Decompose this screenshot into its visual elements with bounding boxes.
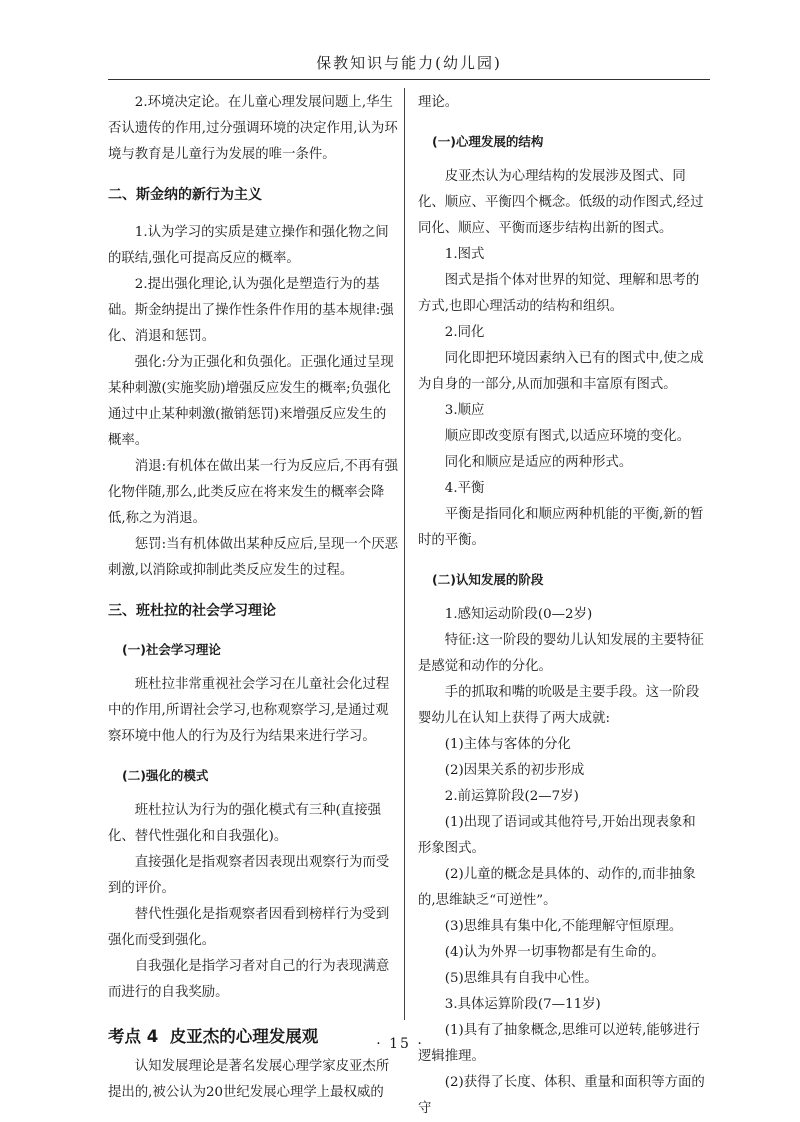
- section-heading: 三、班杜拉的社会学习理论: [108, 603, 276, 619]
- paragraph: 3.顺应: [444, 403, 485, 418]
- exam-point-title: 皮亚杰的心理发展观: [169, 1027, 319, 1046]
- paragraph: 1.认为学习的实质是建立操作和强化物之间的联结,强化可提高反应的概率。: [108, 225, 389, 266]
- paragraph: 替代性强化是指观察者因看到榜样行为受到强化而受到强化。: [108, 907, 390, 948]
- paragraph: 特征:这一阶段的婴幼儿认知发展的主要特征是感觉和动作的分化。: [418, 633, 704, 674]
- paragraph: 班杜拉认为行为的强化模式有三种(直接强化、替代性强化和自我强化)。: [108, 803, 382, 844]
- paragraph: 2.环境决定论。在儿童心理发展问题上,华生否认遗传的作用,过分强调环境的决定作用,认为环境与教育是儿童行为发展的唯一条件。: [108, 95, 398, 162]
- paragraph: 同化和顺应是适应的两种形式。: [444, 455, 633, 470]
- paragraph: (1)出现了语词或其他符号,开始出现表象和形象图式。: [418, 815, 696, 856]
- paragraph: 2.前运算阶段(2—7岁): [444, 789, 579, 804]
- paragraph: 皮亚杰认为心理结构的发展涉及图式、同化、顺应、平衡四个概念。低级的动作图式,经过同化、顺应、平衡而逐步结构出新的图式。: [418, 169, 704, 236]
- paragraph: 自我强化是指学习者对自己的行为表现满意而进行的自我奖励。: [108, 959, 390, 1000]
- right-column: [418, 90, 708, 1122]
- paragraph: 2.同化: [444, 325, 485, 340]
- paragraph: 惩罚:当有机体做出某种反应后,呈现一个厌恶刺激,以消除或抑制此类反应发生的过程。: [108, 537, 398, 578]
- paragraph: 图式是指个体对世界的知觉、理解和思考的方式,也即心理活动的结构和组织。: [418, 273, 700, 314]
- paragraph: 手的抓取和嘴的吮吸是主要手段。这一阶段婴幼儿在认知上获得了两大成就:: [418, 685, 700, 726]
- section-heading: 二、斯金纳的新行为主义: [108, 187, 262, 203]
- paragraph: 顺应即改变原有图式,以适应环境的变化。: [444, 429, 691, 444]
- paragraph: (3)思维具有集中化,不能理解守恒原理。: [444, 919, 683, 934]
- left-column: [108, 90, 398, 1106]
- paragraph: 1.感知运动阶段(0—2岁): [444, 607, 593, 622]
- paragraph: 消退:有机体在做出某一行为反应后,不再有强化物伴随,那么,此类反应在将来发生的概率会降低,称之为消退。: [108, 459, 398, 526]
- running-header: 保教知识与能力(幼儿园): [316, 54, 502, 72]
- paragraph: (1)主体与客体的分化: [444, 737, 571, 752]
- paragraph: 直接强化是指观察者因表现出观察行为而受到的评价。: [108, 855, 390, 896]
- subsection-heading: (二)认知发展的阶段: [432, 572, 544, 587]
- paragraph: 认知发展理论是著名发展心理学家皮亚杰所提出的,被公认为20世纪发展心理学上最权威的: [108, 1059, 390, 1100]
- paragraph: 强化:分为正强化和负强化。正强化通过呈现某种刺激(实施奖励)增强反应发生的概率;负强化通过中止某种刺激(撤销惩罚)来增强反应发生的概率。: [108, 355, 394, 448]
- paragraph: (2)儿童的概念是具体的、动作的,而非抽象的,思维缺乏“可逆性”。: [418, 867, 696, 908]
- paragraph: (5)思维具有自我中心性。: [444, 971, 598, 986]
- page-number: · 15 ·: [376, 1036, 424, 1052]
- paragraph: (2)获得了长度、体积、重量和面积等方面的守: [418, 1075, 705, 1116]
- paragraph: 理论。: [418, 95, 459, 110]
- paragraph: 平衡是指同化和顺应两种机能的平衡,新的暂时的平衡。: [418, 507, 704, 548]
- paragraph: 同化即把环境因素纳入已有的图式中,使之成为自身的一部分,从而加强和丰富原有图式。: [418, 351, 704, 392]
- paragraph: 2.提出强化理论,认为强化是塑造行为的基础。斯金纳提出了操作性条件作用的基本规律:强化、消退和惩罚。: [108, 277, 394, 344]
- paragraph: 1.图式: [444, 247, 485, 262]
- paragraph: (2)因果关系的初步形成: [444, 763, 585, 778]
- paragraph: 4.平衡: [444, 481, 485, 496]
- subsection-heading: (一)心理发展的结构: [432, 134, 544, 149]
- paragraph: (1)具有了抽象概念,思维可以逆转,能够进行逻辑推理。: [418, 1023, 700, 1064]
- column-divider: [404, 88, 405, 1020]
- subsection-heading: (一)社会学习理论: [122, 642, 221, 657]
- paragraph: 3.具体运算阶段(7—11岁): [444, 997, 601, 1012]
- exam-point-label: 考点 4: [108, 1027, 159, 1046]
- header-rule: [108, 79, 710, 80]
- paragraph: (4)认为外界一切事物都是有生命的。: [444, 945, 665, 960]
- subsection-heading: (二)强化的模式: [122, 768, 209, 783]
- paragraph: 班杜拉非常重视社会学习在儿童社会化过程中的作用,所谓社会学习,也称观察学习,是通过观察环境中他人的行为及行为结果来进行学习。: [108, 677, 390, 744]
